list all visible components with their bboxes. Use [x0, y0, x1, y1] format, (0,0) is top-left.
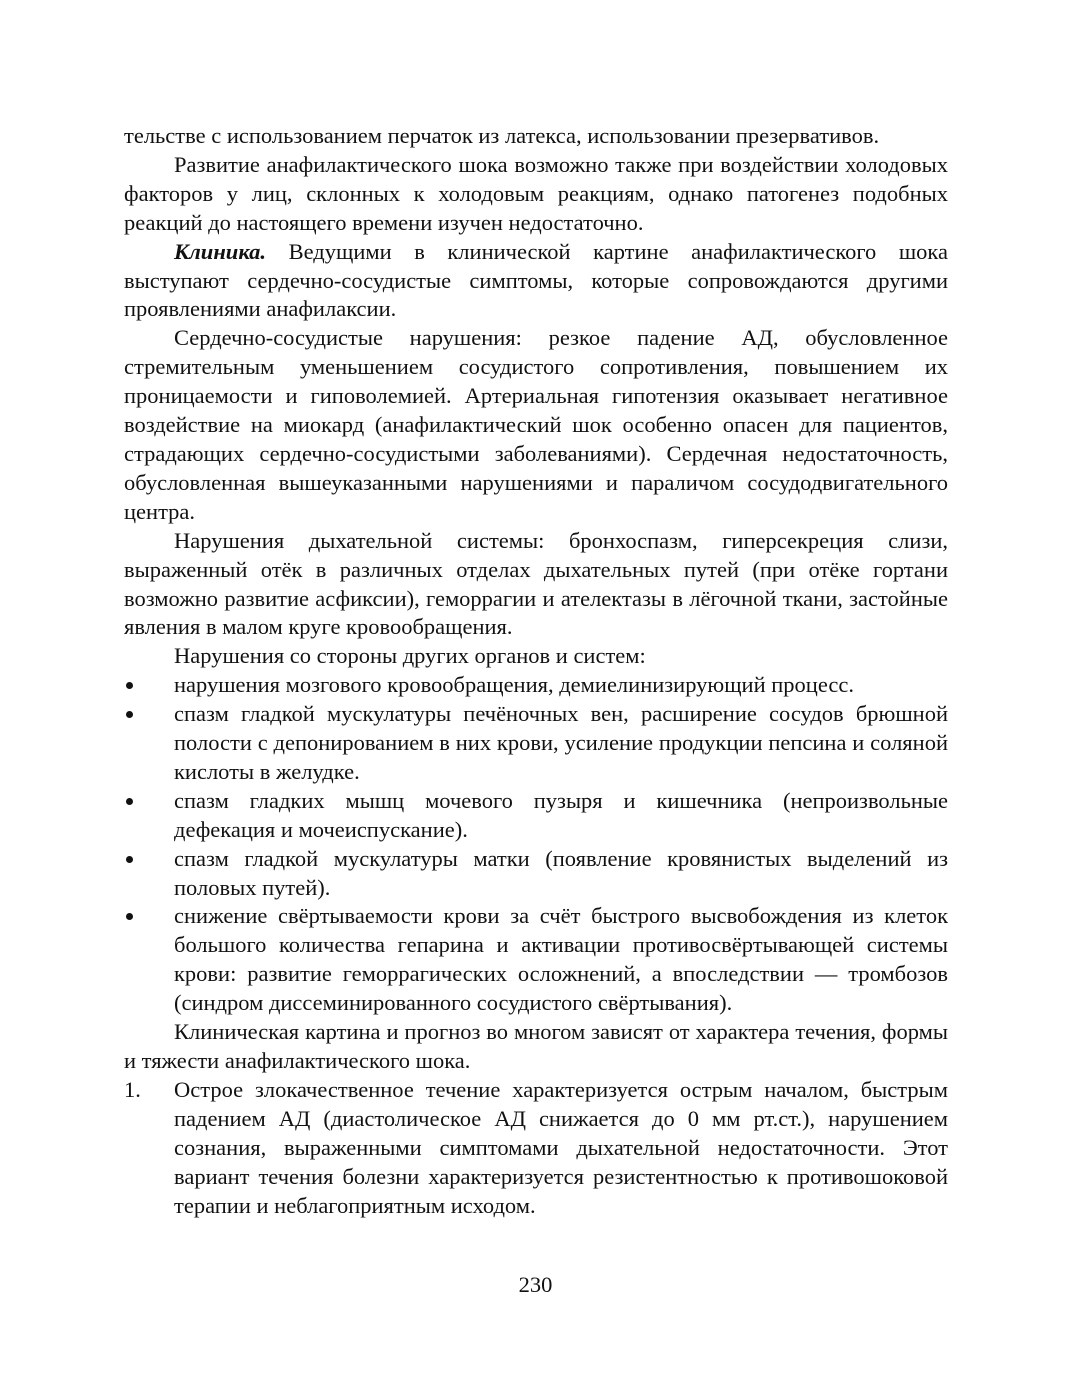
paragraph-latex: тельстве с использованием перчаток из латекса, использовании презервативов. [124, 123, 880, 148]
list-item [124, 671, 948, 700]
numbered-list [124, 1076, 948, 1221]
list-item [124, 845, 948, 903]
numbered-item-text: Острое злокачественное течение характеризуется острым началом, быстрым падением АД (диастолическое АД снижается до 0 мм рт.ст.), нарушением сознания, выраженными симптомами дыхательной недостаточности. Этот вариант течения болезни характеризуется резистентностью к противошоковой терапии и неблагоприятным исходом. [174, 1076, 948, 1218]
list-item-text: спазм гладкой мускулатуры матки (появление кровянистых выделений из половых путей). [174, 845, 948, 900]
paragraph-respiratory: Нарушения дыхательной системы: бронхоспазм, гиперсекреция слизи, выраженный отёк в различных отделах дыхательных путей (при отёке гортани возможно развитие асфиксии), геморрагии и ателектазы в лёгочной ткани, застойные явления в малом круге кровообращения. [124, 527, 948, 640]
list-item [124, 902, 948, 1018]
paragraph-other-organs: Нарушения со стороны других органов и систем: [174, 643, 646, 669]
list-item-text: нарушения мозгового кровообращения, демиелинизирующий процесс. [174, 672, 854, 698]
clinic-text: Ведущими в клинической картине анафилактического шока выступают сердечно-сосудистые симптомы, которые сопровождаются другими проявлениями анафилаксии. [124, 238, 948, 322]
list-item [124, 700, 948, 787]
list-item-text: спазм гладкой мускулатуры печёночных вен, расширение сосудов брюшной полости с депонированием в них крови, усиление продукции пепсина и соляной кислоты в желудке. [174, 701, 948, 784]
clinic-heading: Клиника. [174, 238, 267, 264]
paragraph-cardiovascular: Сердечно-сосудистые нарушения: резкое падение АД, обусловленное стремительным уменьшением сосудистого сопротивления, повышением их проницаемости и гиповолемией. Артериальная гипотензия оказывает негативное воздействие на миокард (анафилактический шок особенно опасен для пациентов, страдающих сердечно-сосудистыми заболеваниями). Сердечная недостаточность, обусловленная вышеуказанными нарушениями и параличом сосудодвигательного центра. [124, 325, 948, 524]
numbered-item-marker: 1. [124, 1076, 141, 1102]
paragraph-clinic [124, 238, 948, 325]
numbered-item [124, 1076, 948, 1221]
paragraph-prognosis: Клиническая картина и прогноз во многом зависят от характера течения, формы и тяжести анафилактического шока. [124, 1019, 948, 1073]
list-item-text: снижение свёртываемости крови за счёт быстрого высвобождения из клеток большого количества гепарина и активации противосвёртывающей системы крови: развитие геморрагических осложнений, а впоследствии — тромбозов (синдром диссеминированного сосудистого свёртывания). [174, 903, 948, 1016]
list-item [124, 787, 948, 845]
bullet-list [124, 671, 948, 1018]
page-body [124, 122, 948, 1220]
paragraph-cold-factors: Развитие анафилактического шока возможно также при воздействии холодовых факторов у лиц, склонных к холодовым реакциям, однако патогенез подобных реакций до настоящего времени изучен недостаточно. [124, 151, 948, 235]
list-item-text: спазм гладких мышц мочевого пузыря и кишечника (непроизвольные дефекация и мочеиспускание). [174, 787, 948, 842]
page-number: 230 [518, 1272, 553, 1297]
